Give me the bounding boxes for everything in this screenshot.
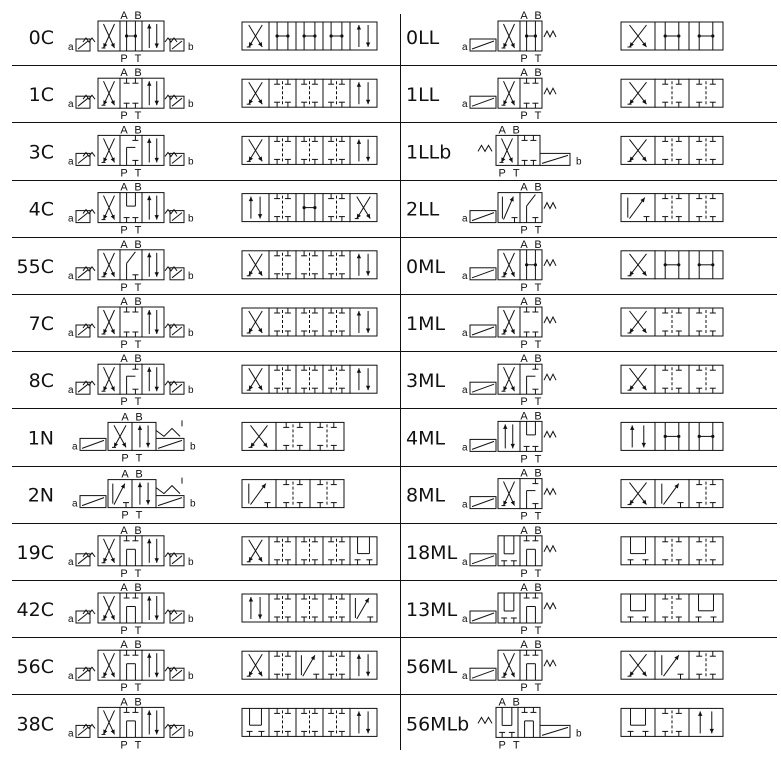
port-label-A: A (520, 582, 528, 594)
port-label-A: A (520, 467, 528, 480)
hydraulic-valve-symbol (68, 239, 194, 294)
solenoid-label-a: a (462, 614, 468, 625)
port-label-B: B (135, 411, 143, 424)
port-label-P: P (120, 739, 128, 752)
spool-code: 0C (28, 27, 54, 49)
spool-row-56mlb (406, 696, 723, 751)
port-label-P: P (498, 167, 506, 180)
port-label-A: A (520, 353, 528, 366)
port-label-B: B (512, 696, 520, 709)
spool-row-1llb (406, 124, 723, 179)
hydraulic-valve-symbol (68, 582, 194, 637)
spool-row-8c (29, 353, 377, 408)
solenoid-label-b: b (188, 270, 194, 282)
solenoid-label-b: b (190, 498, 196, 510)
spool-code: 42C (16, 599, 54, 621)
port-label-B: B (534, 639, 542, 652)
port-label-T: T (134, 224, 142, 237)
table-rows (17, 10, 723, 751)
port-label-P: P (520, 396, 528, 409)
hydraulic-valve-symbol (462, 353, 556, 408)
spool-row-4ml (406, 410, 723, 465)
port-label-P: P (120, 167, 128, 180)
solenoid-label-a: a (462, 99, 468, 111)
spool-code: 1N (27, 427, 54, 450)
hydraulic-valve-symbol (462, 239, 556, 294)
port-label-T: T (534, 625, 542, 637)
spool-position-panel (242, 365, 377, 393)
spool-position-panel (242, 22, 377, 50)
spool-code: 2N (27, 484, 54, 507)
solenoid-label-a: a (68, 270, 74, 282)
port-label-B: B (534, 467, 542, 480)
spool-code: 8C (28, 370, 54, 393)
port-label-T: T (534, 396, 542, 409)
spool-row-42c (17, 582, 377, 637)
spool-row-7c (29, 296, 377, 351)
solenoid-label-a: a (72, 498, 78, 510)
port-label-P: P (520, 625, 528, 637)
spool-position-panel (242, 251, 377, 279)
spool-row-18ml (406, 525, 723, 580)
port-label-A: A (520, 639, 528, 652)
port-label-A: A (120, 181, 128, 194)
spool-code: 0ML (406, 255, 446, 278)
port-label-B: B (134, 582, 142, 594)
port-label-T: T (534, 510, 542, 523)
spool-position-panel (621, 22, 723, 50)
port-label-P: P (520, 339, 528, 351)
solenoid-label-b: b (188, 156, 194, 168)
port-label-P: P (121, 452, 129, 465)
port-label-P: P (520, 110, 528, 123)
port-label-A: A (120, 238, 128, 251)
solenoid-label-a: a (68, 213, 74, 225)
port-label-P: P (520, 224, 528, 237)
spool-code: 56ML (406, 656, 458, 679)
spool-code: 8ML (406, 484, 446, 507)
hydraulic-valve-symbol (68, 67, 194, 122)
port-label-T: T (534, 224, 542, 237)
solenoid-label-a: a (68, 42, 74, 53)
spool-row-56c (17, 639, 377, 694)
hydraulic-valve-symbol (68, 525, 194, 580)
port-label-P: P (520, 682, 528, 695)
port-label-B: B (134, 296, 142, 308)
port-label-B: B (534, 410, 542, 423)
port-label-A: A (120, 124, 128, 137)
port-label-T: T (134, 396, 142, 409)
solenoid-label-b: b (188, 556, 194, 568)
hydraulic-valve-symbol (68, 182, 194, 237)
solenoid-label-a: a (68, 671, 74, 683)
solenoid-label-a: a (68, 99, 74, 111)
port-label-A: A (498, 124, 506, 137)
port-label-T: T (534, 53, 542, 65)
solenoid-label-a: a (68, 556, 74, 568)
port-label-T: T (534, 281, 542, 294)
solenoid-label-a: a (462, 442, 468, 454)
spool-position-panel (242, 594, 377, 622)
hydraulic-valve-symbol (68, 353, 194, 408)
port-label-B: B (134, 67, 142, 80)
spool-code: 4ML (406, 427, 446, 450)
port-label-T: T (534, 339, 542, 351)
port-label-B: B (134, 124, 142, 137)
solenoid-label-b: b (188, 671, 194, 683)
port-label-P: P (520, 510, 528, 523)
spool-row-55c (17, 239, 377, 294)
spool-code: 1C (28, 84, 54, 107)
solenoid-label-b: b (188, 42, 194, 53)
port-label-A: A (121, 411, 129, 424)
port-label-A: A (520, 410, 528, 423)
hydraulic-valve-symbol (68, 10, 194, 65)
spool-row-19c (17, 525, 377, 580)
port-label-T: T (512, 739, 520, 752)
port-label-B: B (134, 696, 142, 709)
solenoid-label-b: b (188, 213, 194, 225)
spool-position-panel (242, 194, 377, 222)
port-label-T: T (534, 567, 542, 580)
spool-position-panel (621, 251, 723, 279)
port-label-P: P (120, 110, 128, 123)
solenoid-label-a: a (462, 328, 468, 339)
spool-position-panel (621, 422, 723, 450)
solenoid-label-b: b (188, 385, 194, 397)
port-label-B: B (134, 639, 142, 652)
port-label-A: A (520, 67, 528, 80)
port-label-A: A (121, 468, 129, 481)
port-label-B: B (534, 238, 542, 251)
solenoid-label-a: a (72, 441, 78, 453)
spool-code: 13ML (406, 599, 458, 621)
spool-position-panel (242, 422, 344, 450)
port-label-T: T (134, 167, 142, 180)
solenoid-label-a: a (462, 213, 468, 225)
spool-row-0c (29, 10, 377, 65)
port-label-P: P (520, 53, 528, 65)
spool-code: 55C (16, 255, 54, 278)
solenoid-label-b: b (188, 328, 194, 339)
spool-code: 3ML (406, 370, 446, 393)
port-label-T: T (134, 281, 142, 294)
spool-code: 4C (28, 198, 54, 221)
port-label-T: T (134, 567, 142, 580)
spool-position-panel (242, 537, 377, 565)
port-label-B: B (534, 181, 542, 194)
hydraulic-valve-symbol (68, 639, 194, 694)
port-label-T: T (534, 453, 542, 466)
hydraulic-valve-symbol (462, 296, 556, 351)
port-label-B: B (512, 124, 520, 137)
port-label-P: P (520, 567, 528, 580)
spool-code: 56C (16, 656, 54, 679)
port-label-A: A (520, 238, 528, 251)
port-label-T: T (134, 53, 142, 65)
port-label-T: T (534, 110, 542, 123)
spool-row-0ml (406, 239, 723, 294)
spool-position-panel (242, 708, 377, 736)
port-label-A: A (120, 67, 128, 80)
port-label-A: A (520, 10, 528, 22)
spool-row-1ll (406, 67, 723, 122)
spool-code: 0LL (406, 27, 440, 49)
spool-position-panel (242, 79, 377, 107)
spool-position-panel (621, 708, 723, 736)
port-label-T: T (135, 509, 143, 522)
port-label-T: T (134, 625, 142, 637)
port-label-P: P (120, 53, 128, 65)
spool-code: 18ML (406, 541, 458, 564)
spool-row-1c (29, 67, 377, 122)
spool-position-panel (242, 480, 344, 508)
spool-position-panel (621, 79, 723, 107)
hydraulic-valve-symbol (478, 696, 582, 751)
spool-code: 38C (16, 713, 54, 736)
port-label-B: B (534, 582, 542, 594)
hydraulic-valve-symbol (462, 639, 556, 694)
port-label-T: T (135, 452, 143, 465)
port-label-A: A (120, 639, 128, 652)
solenoid-label-a: a (68, 728, 74, 740)
hydraulic-valve-symbol (462, 525, 556, 580)
port-label-A: A (520, 296, 528, 308)
spool-row-3ml (406, 353, 723, 408)
port-label-B: B (135, 468, 143, 481)
port-label-A: A (120, 10, 128, 22)
port-label-P: P (120, 281, 128, 294)
solenoid-label-a: a (462, 671, 468, 683)
port-label-T: T (534, 682, 542, 695)
spool-code: 56MLb (406, 713, 470, 736)
solenoid-label-a: a (462, 270, 468, 282)
spool-position-panel (242, 651, 377, 679)
port-label-A: A (120, 353, 128, 366)
spool-position-panel (621, 136, 723, 164)
hydraulic-valve-symbol (68, 696, 194, 751)
hydraulic-valve-symbol (68, 124, 194, 179)
port-label-P: P (520, 281, 528, 294)
port-label-P: P (120, 339, 128, 351)
port-label-B: B (134, 524, 142, 537)
spool-position-panel (621, 480, 723, 508)
solenoid-label-b: b (576, 156, 582, 168)
spool-position-panel (621, 194, 723, 222)
port-label-P: P (520, 453, 528, 466)
hydraulic-valve-symbol (462, 67, 556, 122)
solenoid-label-b: b (576, 728, 582, 740)
port-label-B: B (534, 296, 542, 308)
hydraulic-valve-symbol (478, 124, 582, 179)
port-label-T: T (512, 167, 520, 180)
solenoid-label-b: b (190, 441, 196, 453)
port-label-A: A (498, 696, 506, 709)
spool-code: 1LL (406, 84, 440, 107)
solenoid-label-a: a (68, 328, 74, 339)
spool-position-panel (242, 136, 377, 164)
spool-row-38c (17, 696, 377, 751)
spool-row-8ml (406, 468, 723, 523)
spool-row-4c (29, 182, 377, 237)
spool-position-panel (621, 537, 723, 565)
port-label-B: B (534, 10, 542, 22)
port-label-P: P (120, 567, 128, 580)
port-label-A: A (120, 582, 128, 594)
spool-position-panel (621, 365, 723, 393)
spool-row-0ll (406, 10, 723, 65)
port-label-B: B (134, 181, 142, 194)
port-label-B: B (134, 10, 142, 22)
spool-position-panel (621, 594, 723, 622)
hydraulic-valve-symbol (68, 296, 194, 351)
port-label-P: P (498, 739, 506, 752)
port-label-T: T (134, 682, 142, 695)
spool-code: 1LLb (406, 141, 452, 164)
port-label-T: T (134, 739, 142, 752)
solenoid-label-b: b (188, 728, 194, 740)
hydraulic-valve-symbol (462, 10, 556, 65)
port-label-P: P (120, 396, 128, 409)
spool-row-1ml (406, 296, 723, 351)
port-label-B: B (534, 67, 542, 80)
port-label-T: T (134, 339, 142, 351)
spool-position-panel (621, 651, 723, 679)
hydraulic-valve-symbol (72, 411, 196, 464)
solenoid-label-a: a (462, 499, 468, 511)
port-label-A: A (520, 524, 528, 537)
spool-code: 1ML (406, 313, 446, 335)
solenoid-label-a: a (462, 556, 468, 568)
solenoid-label-a: a (462, 42, 468, 53)
port-label-A: A (120, 524, 128, 537)
spool-code: 2LL (406, 198, 440, 221)
solenoid-label-a: a (68, 156, 74, 168)
solenoid-label-a: a (68, 385, 74, 397)
port-label-B: B (134, 353, 142, 366)
spool-row-3c (29, 124, 377, 179)
hydraulic-valve-symbol (462, 468, 556, 523)
hydraulic-valve-symbol (72, 469, 196, 522)
spool-row-1n (28, 411, 344, 464)
port-label-B: B (534, 353, 542, 366)
port-label-T: T (134, 110, 142, 123)
solenoid-label-a: a (68, 614, 74, 625)
spool-position-panel (242, 308, 377, 336)
spool-code: 3C (28, 141, 54, 164)
solenoid-label-b: b (188, 614, 194, 625)
port-label-P: P (120, 224, 128, 237)
port-label-P: P (121, 509, 129, 522)
spool-code: 7C (28, 313, 54, 335)
port-label-A: A (520, 181, 528, 194)
hydraulic-valve-symbol (462, 582, 556, 637)
spool-row-13ml (406, 582, 723, 637)
solenoid-label-b: b (188, 99, 194, 111)
hydraulic-valve-symbol (462, 182, 556, 237)
port-label-P: P (120, 682, 128, 695)
port-label-B: B (534, 524, 542, 537)
hydraulic-valve-symbol (462, 410, 556, 465)
port-label-P: P (120, 625, 128, 637)
spool-row-2ll (406, 182, 723, 237)
port-label-A: A (120, 296, 128, 308)
spool-code: 19C (16, 541, 54, 564)
port-label-A: A (120, 696, 128, 709)
solenoid-label-a: a (462, 385, 468, 397)
spool-position-panel (621, 308, 723, 336)
spool-row-56ml (406, 639, 723, 694)
port-label-B: B (134, 238, 142, 251)
spool-row-2n (28, 469, 344, 522)
